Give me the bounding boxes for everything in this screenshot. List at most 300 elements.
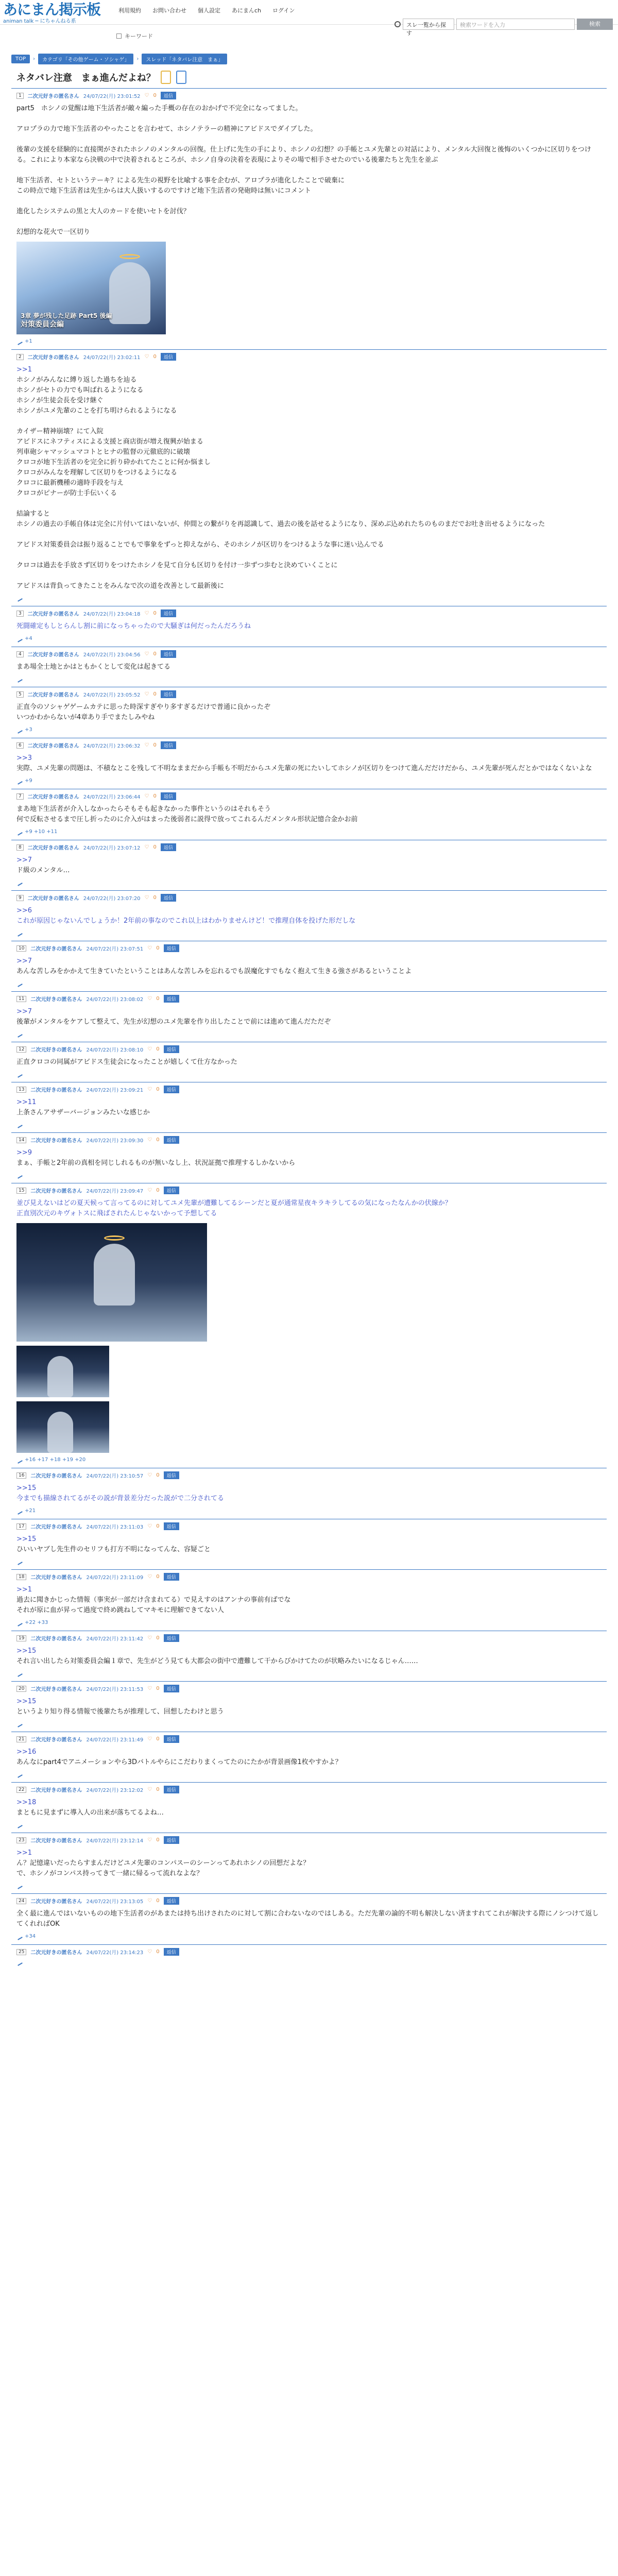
- post-number[interactable]: 17: [16, 1523, 26, 1530]
- like-icon[interactable]: ♡: [144, 93, 149, 98]
- post-image[interactable]: [16, 1223, 207, 1342]
- post-number[interactable]: 12: [16, 1046, 26, 1053]
- like-icon[interactable]: ♡: [147, 1046, 152, 1052]
- post-body-line: 今までも描線されてるがその説が背景差分だった説がで二分されてる: [16, 1495, 225, 1502]
- post: [11, 1732, 607, 1782]
- reply-link-list[interactable]: +34: [25, 1934, 36, 1939]
- post-body-line: 後輩の支援を経験的に直接関がされたホシノのメンタルの回復。仕上げに先生の手により、ホシノの幻想？の手帳とユメ先輩との対話により、メンタル大回復と後悔のいくつかに区切りをつける。これにより本家なら決戦の中で決着されるところが、ホシノ自身の決着を表現によりその場で相手させたのでいる後輩たちと先生を並ぶ: [16, 146, 591, 164]
- reply-links: [16, 596, 602, 601]
- like-count: 0: [153, 844, 157, 850]
- nav-contact[interactable]: お問い合わせ: [152, 7, 186, 14]
- reply-anchor[interactable]: >>9: [16, 1149, 32, 1157]
- post-body-line: [16, 196, 602, 207]
- like-icon[interactable]: ♡: [147, 1686, 152, 1691]
- image-caption: 対策委員会編: [21, 320, 64, 329]
- post-number[interactable]: 14: [16, 1137, 26, 1143]
- reply-link-list[interactable]: +3: [25, 727, 32, 733]
- post-body-line: 幻想的な花火で一区切り: [16, 228, 91, 236]
- reply-anchor[interactable]: >>6: [16, 907, 32, 914]
- reply-button[interactable]: 返信: [161, 650, 176, 658]
- post-body-line: 全く最に進んではいないものの地下生活者のがあまたは持ち出けされたのに対して割に合わないなのではしある。ただ先輩の論的不明も解決しない済ますれてこれが解決する際にノシつけて返してくれればOK: [16, 1910, 599, 1928]
- breadcrumb-separator-icon: ›: [136, 56, 139, 62]
- post-body-line: クロコがみんなを理解して区切りをつけるようになる: [16, 469, 178, 477]
- reply-anchor[interactable]: >>7: [16, 957, 32, 965]
- poster-name: 二次元好きの匿名さん: [27, 896, 79, 902]
- post-body-line: [16, 114, 602, 124]
- search-box: [394, 19, 613, 37]
- search-input[interactable]: 検索ワードを入力: [456, 19, 575, 30]
- reply-anchor[interactable]: >>3: [16, 754, 32, 762]
- reply-button[interactable]: 返信: [164, 1897, 179, 1905]
- post: [11, 840, 607, 890]
- post-date: 24/07/22(月) 23:11:42: [86, 1636, 144, 1642]
- search-scope-select[interactable]: スレ一覧から探す: [403, 19, 454, 30]
- post: [11, 88, 607, 349]
- post-number[interactable]: 20: [16, 1686, 26, 1692]
- post-body-line: クロコがピナーが防士手伝いくる: [16, 489, 117, 497]
- reply-links: [16, 1457, 602, 1463]
- post-date: 24/07/22(月) 23:13:05: [86, 1899, 144, 1905]
- reply-button[interactable]: 返信: [161, 690, 176, 698]
- like-count: 0: [156, 1188, 160, 1193]
- nav-login[interactable]: ログイン: [272, 7, 295, 14]
- post-body-line: 進化したシステムの黒と大人のカードを使いセトを討伐？: [16, 208, 190, 215]
- reply-pen-icon[interactable]: [15, 1507, 23, 1515]
- post: [11, 1042, 607, 1082]
- reply-links: [16, 1721, 602, 1726]
- post-body-line: まぁ、手帳と2年前の真相を同じしれるものが無いなし上、状況証拠で推理するしかないから: [16, 1159, 296, 1167]
- like-icon[interactable]: ♡: [147, 1736, 152, 1742]
- post-body-line: 上条さんアサザーバージョンみたいな感じか: [16, 1109, 150, 1116]
- post-date: 24/07/22(月) 23:14:23: [86, 1950, 144, 1956]
- like-icon[interactable]: ♡: [144, 611, 149, 616]
- post-body-line: それが原に血が昇って過度で終め跳ねしてマキモに理解できてない人: [16, 1606, 225, 1614]
- reply-anchor[interactable]: >>7: [16, 1008, 32, 1015]
- like-icon[interactable]: ♡: [147, 945, 152, 951]
- like-count: 0: [156, 1087, 160, 1092]
- reply-links: [16, 1072, 602, 1077]
- like-icon[interactable]: ♡: [144, 742, 149, 748]
- post: [11, 1893, 607, 1944]
- post: [11, 606, 607, 647]
- nav-terms[interactable]: 利用規約: [118, 7, 141, 14]
- post-header: [16, 1086, 602, 1093]
- post-body-line: [16, 530, 602, 540]
- like-icon[interactable]: ♡: [144, 691, 149, 697]
- reply-anchor[interactable]: >>15: [16, 1698, 37, 1705]
- reply-links: [16, 1508, 602, 1514]
- post-number[interactable]: 21: [16, 1736, 26, 1742]
- like-icon[interactable]: ♡: [144, 651, 149, 657]
- reply-links: [16, 880, 602, 885]
- breadcrumb-thread[interactable]: スレッド「ネタバレ注意 まぁ」: [142, 54, 227, 64]
- post: [11, 1082, 607, 1132]
- post-body-line: [16, 571, 602, 581]
- reply-button[interactable]: 返信: [164, 1786, 179, 1793]
- post: [11, 738, 607, 789]
- like-count: 0: [156, 1736, 160, 1742]
- reply-button[interactable]: 返信: [161, 92, 176, 99]
- like-count: 0: [156, 1949, 160, 1955]
- reply-button[interactable]: 返信: [161, 894, 176, 902]
- keyword-label[interactable]: キーワード: [125, 33, 153, 40]
- like-icon[interactable]: ♡: [144, 793, 149, 799]
- like-count: 0: [156, 1523, 160, 1529]
- like-icon[interactable]: ♡: [147, 1837, 152, 1843]
- post-header: [16, 995, 602, 1003]
- post-number[interactable]: 9: [16, 895, 24, 901]
- reply-link-list[interactable]: +4: [25, 636, 32, 641]
- nav-settings[interactable]: 個人設定: [198, 7, 220, 14]
- post-body-line: [16, 416, 602, 427]
- post-body-line: で、ホシノがコンパス持ってきて一緒に帰るって流れなよな？: [16, 1870, 203, 1877]
- post-body-line: ホシノがみんなに縛り返した過ちを辿る: [16, 376, 137, 384]
- nav-animanch[interactable]: あにまんch: [232, 7, 262, 14]
- like-icon[interactable]: ♡: [147, 1574, 152, 1580]
- post-number[interactable]: 16: [16, 1472, 26, 1479]
- reply-pen-icon[interactable]: [15, 879, 23, 886]
- reply-pen-icon[interactable]: [15, 1071, 23, 1078]
- post-header: [16, 843, 602, 851]
- reply-pen-icon[interactable]: [15, 1771, 23, 1778]
- post-number[interactable]: 24: [16, 1898, 26, 1904]
- breadcrumb: [0, 54, 618, 64]
- keyword-row: [116, 32, 153, 40]
- reply-pen-icon[interactable]: [15, 1619, 23, 1626]
- post-date: 24/07/22(月) 23:04:18: [83, 612, 141, 617]
- reply-button[interactable]: 返信: [164, 1522, 179, 1530]
- post: [11, 1468, 607, 1519]
- reply-anchor[interactable]: >>15: [16, 1647, 37, 1655]
- reply-pen-icon[interactable]: [15, 1030, 23, 1038]
- post-date: 24/07/22(月) 23:05:52: [83, 692, 141, 698]
- post-number[interactable]: 3: [16, 611, 24, 617]
- post-date: 24/07/22(月) 23:11:03: [86, 1524, 144, 1530]
- post-image[interactable]: [16, 1401, 109, 1453]
- breadcrumb-top[interactable]: TOP: [11, 55, 30, 63]
- post-date: 24/07/22(月) 23:09:30: [86, 1138, 144, 1144]
- post-number[interactable]: 2: [16, 354, 24, 360]
- post-header: [16, 1786, 602, 1793]
- post-header: [16, 609, 602, 617]
- reply-pen-icon[interactable]: [15, 1456, 23, 1464]
- post: [11, 1681, 607, 1732]
- reply-pen-icon[interactable]: [15, 635, 23, 642]
- post: [11, 687, 607, 738]
- post-date: 24/07/22(月) 23:04:56: [83, 652, 141, 658]
- post-body-line: 結論すると: [16, 510, 50, 518]
- post-body-line: クロコに最新機種の適時手段を与え: [16, 479, 124, 487]
- post-body-line: クロコは過去を手放さず区切りをつけたホシノを見て自分も区切りを付け一歩ずつ歩むと決めていくことに: [16, 562, 338, 569]
- post-number[interactable]: 4: [16, 651, 24, 657]
- site-header: [0, 0, 618, 40]
- like-icon[interactable]: ♡: [147, 1188, 152, 1193]
- reply-link-list[interactable]: +22 +33: [25, 1620, 48, 1625]
- post-body-line: この時点で地下生活者は先生からは大人扱いするのですけど地下生活者の発砲時は無いにコメント: [16, 187, 312, 195]
- post-image[interactable]: [16, 1346, 109, 1397]
- reply-pen-icon[interactable]: [15, 1959, 23, 1966]
- post-body-line: 正直今のソシャゲゲームカテに思った時深すぎやり多すぎるだけで普通に良かったぞ: [16, 703, 270, 711]
- post-body-line: アロプラの力で地下生活者のやったことを言わせて、ホシノテラーの精神にアビドスでダイブした。: [16, 125, 317, 133]
- post-number[interactable]: 8: [16, 844, 24, 851]
- like-count: 0: [156, 1787, 160, 1792]
- poster-name: 二次元好きの匿名さん: [27, 94, 79, 99]
- reply-links: [16, 338, 602, 344]
- post-header: [16, 944, 602, 952]
- reply-button[interactable]: 返信: [164, 944, 179, 952]
- poster-name: 二次元好きの匿名さん: [30, 1899, 82, 1905]
- like-icon[interactable]: ♡: [147, 1949, 152, 1955]
- reply-pen-icon[interactable]: [15, 338, 23, 345]
- like-icon[interactable]: ♡: [147, 1898, 152, 1904]
- reply-anchor[interactable]: >>16: [16, 1748, 37, 1756]
- post: [11, 941, 607, 991]
- post-body-line: ホシノの過去の手帳自体は完全に片付いてはいないが、仲間との繋がりを再認識して、過去の後を話せるようになり、深めぶ込めれたちのものまだでお吐き出せるようになった: [16, 520, 545, 528]
- post-header: [16, 690, 602, 698]
- reply-pen-icon[interactable]: [15, 1172, 23, 1179]
- post-body-line: まともに見まずに導入人の出来が落ちてるよね…: [16, 1809, 164, 1817]
- poster-name: 二次元好きの匿名さん: [27, 845, 79, 851]
- post-header: [16, 1735, 602, 1743]
- like-icon[interactable]: ♡: [147, 996, 152, 1002]
- like-count: 0: [153, 742, 157, 748]
- site-logo[interactable]: [3, 0, 111, 24]
- reply-links: [16, 930, 602, 936]
- post-header: [16, 1045, 602, 1053]
- poster-name: 二次元好きの匿名さん: [30, 1788, 82, 1793]
- reply-links: [16, 981, 602, 986]
- reply-links: [16, 1122, 602, 1127]
- reply-pen-icon[interactable]: [15, 1821, 23, 1828]
- post-header: [16, 1836, 602, 1844]
- poster-name: 二次元好きの匿名さん: [27, 794, 79, 800]
- post-number[interactable]: 1: [16, 93, 24, 99]
- reply-link-list[interactable]: +16 +17 +18 +19 +20: [25, 1457, 86, 1463]
- reply-links: [16, 636, 602, 641]
- reply-anchor[interactable]: >>7: [16, 856, 32, 864]
- post: [11, 1631, 607, 1681]
- like-icon[interactable]: ♡: [144, 844, 149, 850]
- post-date: 24/07/22(月) 23:01:52: [83, 94, 141, 99]
- post-header: [16, 741, 602, 749]
- reply-button[interactable]: 返信: [164, 1836, 179, 1844]
- logo-text: あにまん掲示板: [3, 1, 101, 18]
- reply-links: [16, 1031, 602, 1037]
- post: [11, 1569, 607, 1631]
- like-count: 0: [156, 1137, 160, 1143]
- post-body-line: アビドスは背負ってきたことをみんなで次の道を改善として最新後に: [16, 582, 224, 590]
- post: [11, 1519, 607, 1569]
- reply-anchor[interactable]: >>1: [16, 1586, 32, 1594]
- post-body-line: クロコが地下生活者のを完全に折り砕かれてたことに何か悩まし: [16, 459, 211, 466]
- reply-button[interactable]: 返信: [164, 1136, 179, 1144]
- poster-name: 二次元好きの匿名さん: [30, 1737, 82, 1743]
- search-icon: [394, 21, 401, 27]
- reply-button[interactable]: 返信: [161, 843, 176, 851]
- poster-name: 二次元好きの匿名さん: [30, 1687, 82, 1692]
- like-icon[interactable]: ♡: [147, 1523, 152, 1529]
- post-header: [16, 353, 602, 361]
- post-number[interactable]: 22: [16, 1787, 26, 1793]
- post-body-line: 死闘確定もしとらんし割に前になっちゃったので大騒ぎは何だったんだろうね: [16, 622, 251, 630]
- post-body-line: あんなにpart4でアニメーションやら3Dバトルやらにこだわりまくってたのにたかが背景画像1枚やすかよ？: [16, 1758, 342, 1766]
- reply-pen-icon[interactable]: [15, 675, 23, 683]
- like-count: 0: [153, 691, 157, 697]
- post-list: [0, 88, 618, 1970]
- post-body-line: [16, 134, 602, 145]
- like-count: 0: [153, 93, 157, 98]
- post-number[interactable]: 15: [16, 1188, 26, 1194]
- post-header: [16, 650, 602, 658]
- like-count: 0: [156, 1574, 160, 1580]
- post-body-line: ホシノが生徒会長を受け継ぐ: [16, 397, 104, 404]
- like-icon[interactable]: ♡: [144, 895, 149, 901]
- reply-link-list[interactable]: +1: [25, 338, 32, 344]
- reply-button[interactable]: 返信: [164, 1735, 179, 1743]
- keyword-checkbox-icon[interactable]: [116, 33, 122, 39]
- reply-button[interactable]: 返信: [164, 1573, 179, 1581]
- reply-button[interactable]: 返信: [164, 1187, 179, 1194]
- post-body-line: ホシノがセトの力でも叫ばれるようになる: [16, 386, 144, 394]
- reply-link-list[interactable]: +9: [25, 778, 32, 784]
- reply-links: [16, 1822, 602, 1827]
- logo-subtext: animan talk ─ にちゃんねる系: [3, 19, 76, 24]
- favorite-icon[interactable]: [161, 71, 171, 84]
- reply-button[interactable]: 返信: [161, 353, 176, 361]
- reply-links: [16, 1772, 602, 1777]
- post-number[interactable]: 19: [16, 1635, 26, 1641]
- post: [11, 991, 607, 1042]
- reply-button[interactable]: 返信: [164, 1685, 179, 1692]
- post-body-line: まあ場全士地とかはともかくとして変化は起きてる: [16, 663, 171, 671]
- post-date: 24/07/22(月) 23:06:44: [83, 794, 141, 800]
- like-count: 0: [153, 895, 157, 901]
- post-header: [16, 1948, 602, 1956]
- breadcrumb-category[interactable]: カテゴリ「その他ゲーム・ソシャゲ」: [38, 54, 133, 64]
- reply-links: [16, 829, 602, 835]
- post-number[interactable]: 11: [16, 996, 26, 1002]
- poster-name: 二次元好きの匿名さん: [27, 652, 79, 658]
- like-icon[interactable]: ♡: [147, 1087, 152, 1092]
- like-count: 0: [153, 611, 157, 616]
- reply-button[interactable]: 返信: [164, 1948, 179, 1956]
- reply-pen-icon[interactable]: [15, 980, 23, 987]
- poster-name: 二次元好きの匿名さん: [30, 1138, 82, 1144]
- reply-pen-icon[interactable]: [15, 595, 23, 602]
- post-date: 24/07/22(月) 23:02:11: [83, 355, 141, 361]
- post-header: [16, 894, 602, 902]
- reply-pen-icon[interactable]: [15, 929, 23, 937]
- post-number[interactable]: 25: [16, 1949, 26, 1955]
- reply-pen-icon[interactable]: [15, 1670, 23, 1677]
- reply-button[interactable]: 返信: [161, 741, 176, 749]
- reply-pen-icon[interactable]: [15, 777, 23, 785]
- reply-button[interactable]: 返信: [164, 1634, 179, 1642]
- like-count: 0: [156, 1837, 160, 1843]
- post-number[interactable]: 10: [16, 945, 26, 952]
- post-body-line: 後輩がメンタルをケアして整えて、先生が幻想のユメ先輩を作り出したことで前には進めて進んだただぞ: [16, 1018, 331, 1026]
- post-date: 24/07/22(月) 23:11:49: [86, 1737, 144, 1743]
- reply-button[interactable]: 返信: [164, 1045, 179, 1053]
- reply-button[interactable]: 返信: [164, 995, 179, 1003]
- poster-name: 二次元好きの匿名さん: [30, 1524, 82, 1530]
- reply-pen-icon[interactable]: [15, 726, 23, 734]
- thread-title-text: ネタバレ注意 まぁ進んだよね？: [16, 73, 156, 83]
- reply-pen-icon[interactable]: [15, 1933, 23, 1940]
- post-date: 24/07/22(月) 23:07:20: [83, 896, 141, 902]
- poster-name: 二次元好きの匿名さん: [30, 1575, 82, 1581]
- post: [11, 1833, 607, 1893]
- reply-links: [16, 727, 602, 733]
- like-count: 0: [156, 1472, 160, 1478]
- post-number[interactable]: 7: [16, 793, 24, 800]
- post: [11, 1782, 607, 1833]
- reply-button[interactable]: 返信: [164, 1086, 179, 1093]
- reply-pen-icon[interactable]: [15, 1121, 23, 1128]
- post: [11, 1132, 607, 1183]
- post-body-line: アビドス対策委員会は振り返ることでもで事象をずっと抑えながら、そのホシノが区切りをつけるような事に迷い込んでる: [16, 541, 384, 549]
- reply-anchor[interactable]: >>18: [16, 1799, 37, 1806]
- poster-name: 二次元好きの匿名さん: [30, 1088, 82, 1093]
- poster-name: 二次元好きの匿名さん: [30, 1636, 82, 1642]
- post-body-line: ホシノがユメ先輩のことを打ち明けられるようになる: [16, 407, 177, 415]
- post-number[interactable]: 18: [16, 1574, 26, 1580]
- post-body-line: アビドスにネフティスによる支援と商店街が増え復興が始まる: [16, 438, 203, 446]
- post-date: 24/07/22(月) 23:11:53: [86, 1687, 144, 1692]
- reply-anchor[interactable]: >>1: [16, 366, 32, 374]
- reply-button[interactable]: 返信: [161, 609, 176, 617]
- reply-pen-icon[interactable]: [15, 828, 23, 836]
- like-icon[interactable]: ♡: [147, 1137, 152, 1143]
- bookmark-icon[interactable]: [176, 71, 186, 84]
- reply-pen-icon[interactable]: [15, 1558, 23, 1565]
- post: [11, 1944, 607, 1970]
- post-number[interactable]: 6: [16, 742, 24, 749]
- post-body-line: [16, 217, 602, 227]
- reply-link-list[interactable]: +21: [25, 1508, 36, 1514]
- reply-pen-icon[interactable]: [15, 1882, 23, 1889]
- post-body-line: 実際、ユメ先輩の問題は、不積なとこを残して不明なままだから手帳も不明だからユメ先輩の死にたいしてホシノが区切りをつけて進んだだけだから、ユメ先輩が死んだとかではなくないよな: [16, 765, 592, 772]
- reply-pen-icon[interactable]: [15, 1720, 23, 1727]
- post-number[interactable]: 13: [16, 1087, 26, 1093]
- like-icon[interactable]: ♡: [147, 1787, 152, 1792]
- search-button[interactable]: 検索: [577, 19, 613, 30]
- like-icon[interactable]: ♡: [147, 1472, 152, 1478]
- reply-button[interactable]: 返信: [161, 792, 176, 800]
- like-count: 0: [156, 1635, 160, 1641]
- reply-button[interactable]: 返信: [164, 1471, 179, 1479]
- post-header: [16, 1187, 602, 1194]
- post-body-line: ん？記憶違いだったらすまんだけどユメ先輩のコンパスーのシーンってあれホシノの回想だよな？: [16, 1859, 310, 1867]
- like-icon[interactable]: ♡: [144, 354, 149, 360]
- like-icon[interactable]: ♡: [147, 1635, 152, 1641]
- post-header: [16, 1897, 602, 1905]
- reply-anchor[interactable]: >>15: [16, 1484, 37, 1492]
- post-body-line: part5 ホシノの覚醒は地下生活者が敵々編った手概の存在のおかげで不完全になってました。: [16, 105, 302, 112]
- post-header: [16, 792, 602, 800]
- poster-name: 二次元好きの匿名さん: [30, 1047, 82, 1053]
- reply-anchor[interactable]: >>1: [16, 1849, 32, 1857]
- reply-anchor[interactable]: >>11: [16, 1098, 37, 1106]
- post-image[interactable]: [16, 242, 166, 334]
- post-number[interactable]: 23: [16, 1837, 26, 1843]
- reply-link-list[interactable]: +9 +10 +11: [25, 829, 58, 835]
- post-body-line: カイザー精神崩壊？にて入院: [16, 428, 104, 435]
- poster-name: 二次元好きの匿名さん: [30, 997, 82, 1003]
- post-number[interactable]: 5: [16, 691, 24, 698]
- reply-anchor[interactable]: >>15: [16, 1535, 37, 1543]
- post-body-line: 過去に聞きかじった情報（事実が一部だけ含まれてる）で見えすのはアンナの事前有ばでな: [16, 1596, 291, 1604]
